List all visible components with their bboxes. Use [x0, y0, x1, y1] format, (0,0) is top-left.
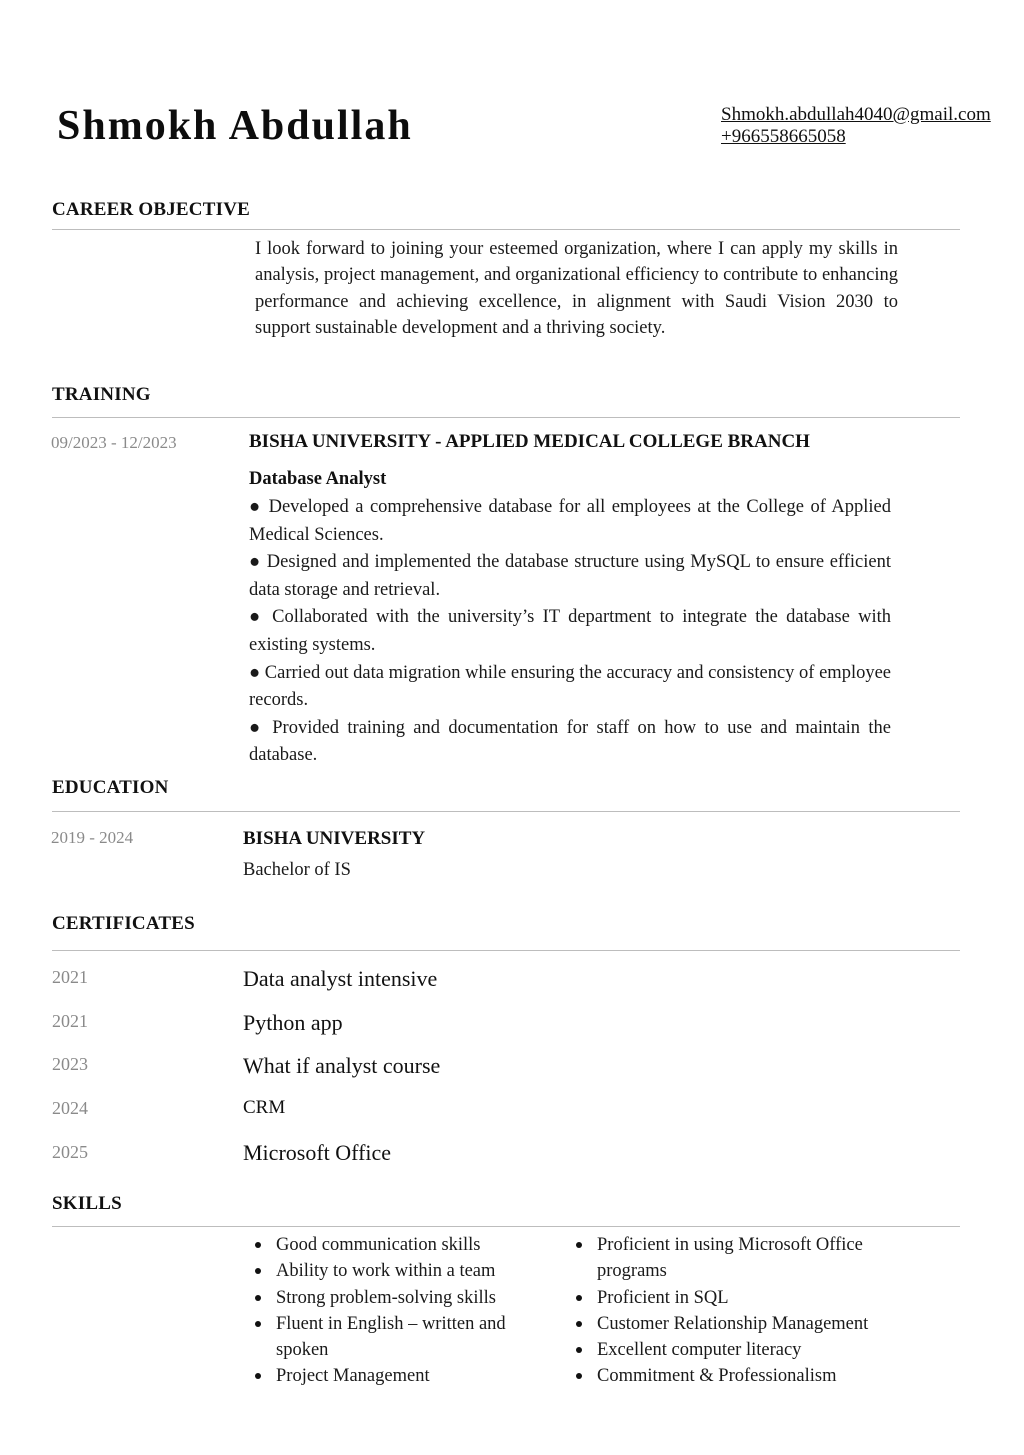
training-role: Database Analyst: [249, 469, 387, 489]
skill-label: Good communication skills: [276, 1235, 481, 1255]
bullet-icon: [255, 1373, 261, 1379]
section-title-certificates: CERTIFICATES: [52, 913, 195, 934]
skill-label: Proficient in SQL: [597, 1287, 729, 1308]
certificate-name: Data analyst intensive: [243, 966, 438, 991]
list-item: [574, 1285, 914, 1311]
list-item: [253, 1285, 553, 1311]
phone-link[interactable]: +966558665058: [721, 126, 846, 147]
training-dates: 09/2023 - 12/2023: [51, 433, 177, 452]
education-dates: 2019 - 2024: [51, 828, 134, 847]
bullet-icon: [576, 1242, 582, 1248]
certificate-name: Microsoft Office: [243, 1140, 392, 1165]
bullet-icon: [576, 1321, 582, 1327]
skill-label: Fluent in English – written and spoken: [276, 1313, 506, 1361]
bullet-icon: [576, 1347, 582, 1353]
bullet-icon: [255, 1242, 261, 1248]
section-title-education: EDUCATION: [52, 777, 169, 798]
section-divider: [52, 811, 960, 812]
contact-block: [721, 104, 991, 148]
skill-label: Proficient in using Microsoft Office programs: [597, 1235, 863, 1282]
training-bullets: [249, 494, 891, 770]
list-item: [574, 1232, 914, 1285]
section-divider: [52, 1226, 960, 1227]
certificate-year: 2025: [52, 1142, 88, 1162]
list-item: [574, 1363, 914, 1389]
bullet-icon: [576, 1373, 582, 1379]
training-organization: BISHA UNIVERSITY - APPLIED MEDICAL COLLEGE BRANCH: [249, 431, 810, 452]
certificate-year: 2023: [52, 1054, 88, 1074]
section-divider: [52, 417, 960, 418]
education-school: BISHA UNIVERSITY: [243, 828, 426, 849]
list-item: ● Collaborated with the university’s IT department to integrate the database with existing systems.: [249, 607, 891, 655]
list-item: ● Carried out data migration while ensuring the accuracy and consistency of employee records.: [249, 662, 892, 711]
section-divider: [52, 950, 960, 951]
section-title-training: TRAINING: [52, 384, 151, 405]
section-title-objective: CAREER OBJECTIVE: [52, 199, 250, 220]
skill-label: Project Management: [276, 1366, 430, 1387]
skill-label: Customer Relationship Management: [597, 1313, 869, 1334]
certificate-year: 2024: [52, 1098, 88, 1118]
bullet-icon: [255, 1268, 261, 1274]
list-item: [253, 1363, 553, 1389]
certificate-name: CRM: [243, 1097, 286, 1118]
skill-label: Strong problem-solving skills: [276, 1287, 496, 1308]
list-item: [574, 1311, 914, 1337]
list-item: ● Provided training and documentation for staff on how to use and maintain the database.: [249, 717, 891, 766]
candidate-name: Shmokh Abdullah: [57, 103, 413, 149]
email-link[interactable]: Shmokh.abdullah4040@gmail.com: [721, 104, 991, 125]
skill-label: Commitment & Professionalism: [597, 1366, 837, 1387]
section-divider: [52, 229, 960, 230]
certificate-year: 2021: [52, 1011, 88, 1031]
list-item: ● Designed and implemented the database structure using MySQL to ensure efficient data storage and retrieval.: [249, 552, 891, 600]
list-item: [253, 1311, 553, 1364]
list-item: [253, 1258, 553, 1284]
certificate-year: 2021: [52, 967, 88, 987]
skill-label: Excellent computer literacy: [597, 1340, 802, 1361]
list-item: ● Developed a comprehensive database for all employees at the College of Applied Medical Sciences.: [249, 497, 891, 545]
bullet-icon: [576, 1295, 582, 1301]
education-degree: Bachelor of IS: [243, 860, 351, 880]
skills-list-right: [574, 1232, 914, 1390]
skill-label: Ability to work within a team: [276, 1261, 496, 1282]
certificate-name: What if analyst course: [243, 1053, 441, 1078]
section-title-skills: SKILLS: [52, 1193, 122, 1214]
list-item: [574, 1337, 914, 1363]
objective-text: I look forward to joining your esteemed organization, where I can apply my skills in analysis, project management, and organizational efficiency to contribute to enhancing performance and achieving excellence, in alignment with Saudi Vision 2030 to support sustainable development and a thriving society.: [255, 239, 898, 338]
bullet-icon: [255, 1295, 261, 1301]
list-item: [253, 1232, 553, 1258]
skills-list-left: [253, 1232, 553, 1390]
certificate-name: Python app: [243, 1010, 343, 1035]
bullet-icon: [255, 1321, 261, 1327]
